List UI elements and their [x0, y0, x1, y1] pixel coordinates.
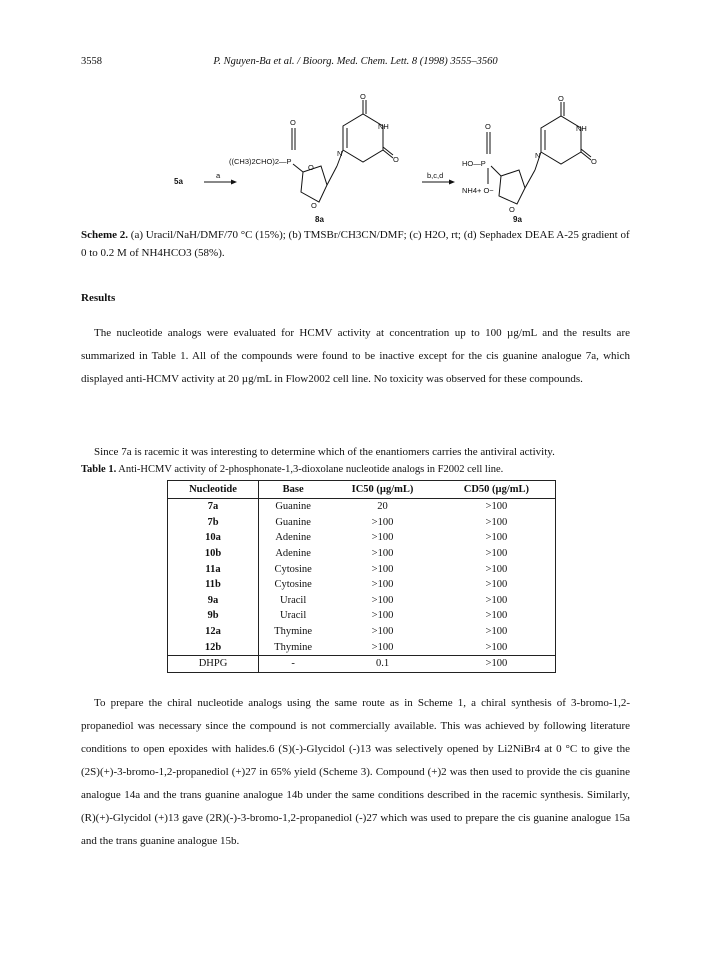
synthesis-paragraph [81, 692, 630, 853]
atom-nh: NH [378, 122, 389, 131]
cell-cd50: >100 [438, 655, 556, 672]
paragraph-text: The nucleotide analogs were evaluated for HCMV activity at concentration up to 100 µg/mL and the results are summarized in Table 1. All of the compounds were found to be inactive except for the cis guanine analogue 7a, which displayed anti-HCMV activity at 20 µg/mL in Flow2002 cell line. No toxicity was observed for these compounds. [81, 327, 630, 385]
cell-base: Adenine [275, 532, 311, 544]
cell-cd50: >100 [438, 577, 556, 593]
table-row [168, 624, 556, 640]
cell-nucleotide: 10a [168, 530, 259, 546]
table-header-row [168, 481, 556, 499]
uracil-ring-8a [343, 114, 383, 162]
phosphonate-reagent: ((CH3)2CHO)2—P [229, 157, 292, 166]
table-label: Table 1. [81, 464, 117, 475]
scheme-caption-text: (a) Uracil/NaH/DMF/70 °C (15%); (b) TMSBr/CH3CN/DMF; (c) H2O, rt; (d) Sephadex DEAE A-25 gradient of 0 to 0.2 M of NH4HCO3 (58%). [81, 229, 630, 259]
cell-cd50: >100 [438, 561, 556, 577]
cell-ic50: >100 [371, 548, 394, 560]
compound-8a: 8a [315, 215, 324, 224]
atom-o: O [591, 157, 597, 166]
compound-9a: 9a [513, 215, 522, 224]
cell-ic50: 20 [377, 501, 388, 513]
atom-nh: NH [576, 124, 587, 133]
running-head: P. Nguyen-Ba et al. / Bioorg. Med. Chem. Lett. 8 (1998) 3555–3560 [213, 56, 498, 67]
atom-n: N [535, 151, 541, 160]
cell-ic50: >100 [371, 563, 394, 575]
cell-nucleotide: 9b [168, 608, 259, 624]
atom-o: O [558, 94, 564, 103]
cell-base: Thymine [274, 626, 313, 638]
column-header-nucleotide: Nucleotide [168, 481, 259, 499]
cell-nucleotide: 7b [168, 515, 259, 531]
atom-o: O [308, 163, 314, 172]
ammonium-label: NH4+ O− [462, 186, 494, 195]
cell-cd50: >100 [438, 499, 556, 515]
table-caption [81, 464, 641, 475]
table-row [168, 546, 556, 562]
column-header-ic50: IC50 (µg/mL) [327, 481, 438, 499]
step-a-label: a [216, 171, 221, 180]
atom-o: O [393, 155, 399, 164]
cell-cd50: >100 [438, 593, 556, 609]
cell-base: - [259, 655, 328, 672]
table-row [168, 561, 556, 577]
cell-nucleotide: 10b [168, 546, 259, 562]
paragraph-text: Since 7a is racemic it was interesting to determine which of the enantiomers carries the antiviral activity. [94, 446, 555, 458]
cell-cd50: >100 [438, 639, 556, 655]
atom-o: O [311, 201, 317, 210]
compound-5a: 5a [174, 177, 183, 186]
cell-ic50: 0.1 [327, 655, 438, 672]
cell-base: Uracil [280, 610, 307, 622]
page-number: 3558 [81, 56, 102, 67]
cell-ic50: >100 [371, 532, 394, 544]
dioxolane-ring-9a [499, 170, 525, 204]
cell-ic50: >100 [371, 626, 394, 638]
column-header-base: Base [259, 481, 328, 499]
table-row [168, 577, 556, 593]
cell-ic50: >100 [371, 641, 394, 653]
cell-nucleotide: DHPG [168, 655, 259, 672]
atom-o: O [509, 205, 515, 214]
cell-cd50: >100 [438, 608, 556, 624]
scheme-drawing [81, 92, 630, 224]
scheme-caption-label: Scheme 2. [81, 229, 129, 241]
cell-base: Cytosine [274, 563, 312, 575]
ho-p-label: HO—P [462, 159, 486, 168]
table-row [168, 593, 556, 609]
column-header-cd50: CD50 (µg/mL) [438, 481, 556, 499]
results-heading: Results [81, 292, 116, 304]
cell-nucleotide: 12a [168, 624, 259, 640]
results-paragraph-2 [81, 441, 630, 464]
table-row [168, 530, 556, 546]
table-row [168, 655, 556, 672]
atom-o: O [485, 122, 491, 131]
reaction-scheme [81, 92, 630, 224]
atom-o: O [290, 118, 296, 127]
cell-ic50: >100 [371, 579, 394, 591]
cell-cd50: >100 [438, 624, 556, 640]
cell-nucleotide: 9a [168, 593, 259, 609]
cell-cd50: >100 [438, 546, 556, 562]
table-row [168, 499, 556, 515]
cell-nucleotide: 11b [168, 577, 259, 593]
cell-ic50: >100 [371, 610, 394, 622]
step-bcd-label: b,c,d [427, 171, 444, 180]
cell-nucleotide: 11a [168, 561, 259, 577]
cell-base: Uracil [280, 594, 307, 606]
cell-ic50: >100 [371, 594, 394, 606]
cell-base: Guanine [275, 501, 311, 513]
results-paragraph-1 [81, 322, 630, 391]
dioxolane-ring-8a [301, 166, 327, 202]
cell-nucleotide: 12b [168, 639, 259, 655]
cell-cd50: >100 [438, 515, 556, 531]
uracil-ring-9a [541, 116, 581, 164]
atom-o: O [360, 92, 366, 101]
table-title: Anti-HCMV activity of 2-phosphonate-1,3-dioxolane nucleotide analogs in F2002 cell line. [116, 464, 504, 475]
scheme-caption [81, 226, 630, 262]
cell-base: Cytosine [274, 579, 312, 591]
table-row [168, 608, 556, 624]
running-header [81, 56, 630, 70]
cell-base: Guanine [275, 516, 311, 528]
cell-cd50: >100 [438, 530, 556, 546]
cell-base: Adenine [275, 548, 311, 560]
cell-nucleotide: 7a [168, 499, 259, 515]
cell-base: Thymine [274, 641, 313, 653]
paragraph-text: To prepare the chiral nucleotide analogs using the same route as in Scheme 1, a chiral synthesis of 3-bromo-1,2-propanediol was necessary since the compound is not commercially available. This was achieved by following literature conditions to open epoxides with halides.6 (S)(-)-Glycidol (-)13 was selectively opened by Li2NiBr4 at 0 °C to give the (2S)(+)-3-bromo-1,2-propanediol (+)27 in 65% yield (Scheme 3). Compound (+)2 was then used to provide the cis guanine analogue 14a and the trans guanine analogue 14b under the same conditions described in the racemic synthesis. Similarly, (R)(+)-Glycidol (+)13 gave (2R)(-)-3-bromo-1,2-propanediol (-)27 which was used to prepare the cis guanine analogue 15a and the trans guanine analogue 15b. [81, 697, 630, 847]
atom-n: N [337, 149, 343, 158]
table-row [168, 515, 556, 531]
cell-ic50: >100 [371, 516, 394, 528]
activity-table [167, 480, 556, 673]
table-row [168, 639, 556, 655]
